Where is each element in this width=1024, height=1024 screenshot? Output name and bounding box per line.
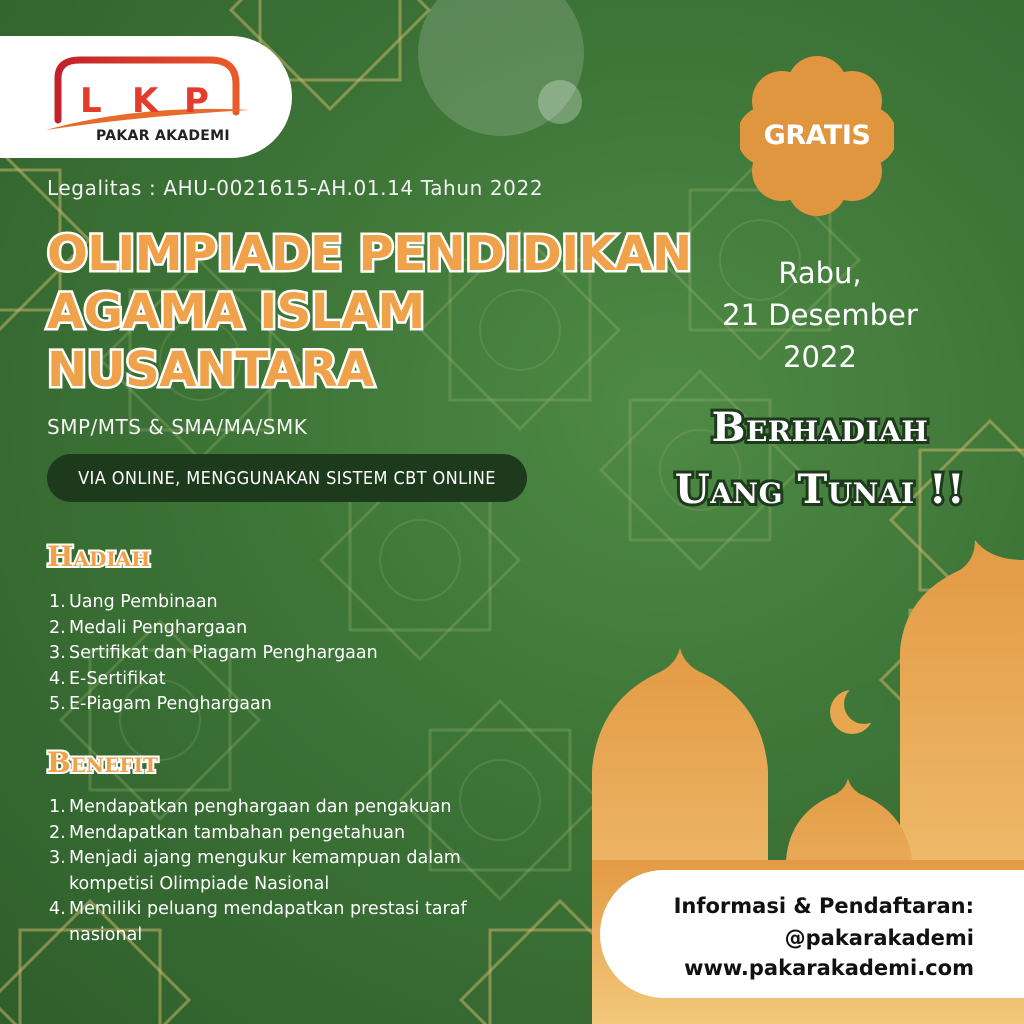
school-level-text: SMP/MTS & SMA/MA/SMK — [47, 415, 308, 439]
list-item: 4. E-Sertifikat — [49, 668, 166, 689]
crescent-moon-icon — [830, 684, 884, 734]
main-title-line-2: AGAMA ISLAM — [47, 284, 425, 340]
info-label: Informasi & Pendaftaran: — [673, 894, 974, 918]
benefit-title: Benefit — [47, 746, 158, 779]
list-item: 4. Memiliki peluang mendapatkan prestasi taraf nasional — [49, 899, 467, 945]
legalitas-text: Legalitas : AHU-0021615-AH.01.14 Tahun 2022 — [47, 176, 544, 200]
logo-letter-l: L — [80, 81, 102, 121]
prize-line-1: Berhadiah — [711, 404, 929, 451]
date-day: Rabu, — [778, 256, 862, 290]
info-website-link[interactable]: www.pakarakademi.com — [684, 956, 974, 980]
main-title-line-3: NUSANTARA — [47, 342, 374, 398]
prize-line-2: Uang Tunai !! — [674, 466, 966, 513]
list-item: 2. Mendapatkan tambahan pengetahuan — [49, 822, 406, 843]
list-item: 2. Medali Penghargaan — [49, 617, 248, 638]
date-day-month: 21 Desember — [722, 298, 918, 332]
logo-letter-k: K — [132, 81, 159, 121]
list-item: 3. Sertifikat dan Piagam Penghargaan — [49, 643, 378, 663]
info-card — [600, 870, 1024, 998]
list-item: 3. Menjadi ajang mengukur kemampuan dalam kompetisi Olimpiade Nasional — [49, 848, 461, 894]
list-item: 5. E-Piagam Penghargaan — [49, 694, 272, 714]
list-item: 1. Mendapatkan penghargaan dan pengakuan — [49, 797, 452, 817]
main-title-line-1: OLIMPIADE PENDIDIKAN — [47, 226, 692, 282]
list-item: 1. Uang Pembinaan — [49, 592, 218, 612]
date-year: 2022 — [783, 340, 857, 374]
via-online-text: VIA ONLINE, MENGGUNAKAN SISTEM CBT ONLINE — [78, 467, 496, 489]
gratis-label: GRATIS — [763, 120, 871, 151]
info-handle[interactable]: @pakarakademi — [784, 926, 974, 950]
logo-subtitle: PAKAR AKADEMI — [96, 128, 230, 144]
logo-letter-p: P — [184, 81, 209, 121]
hadiah-title: Hadiah — [47, 540, 151, 573]
